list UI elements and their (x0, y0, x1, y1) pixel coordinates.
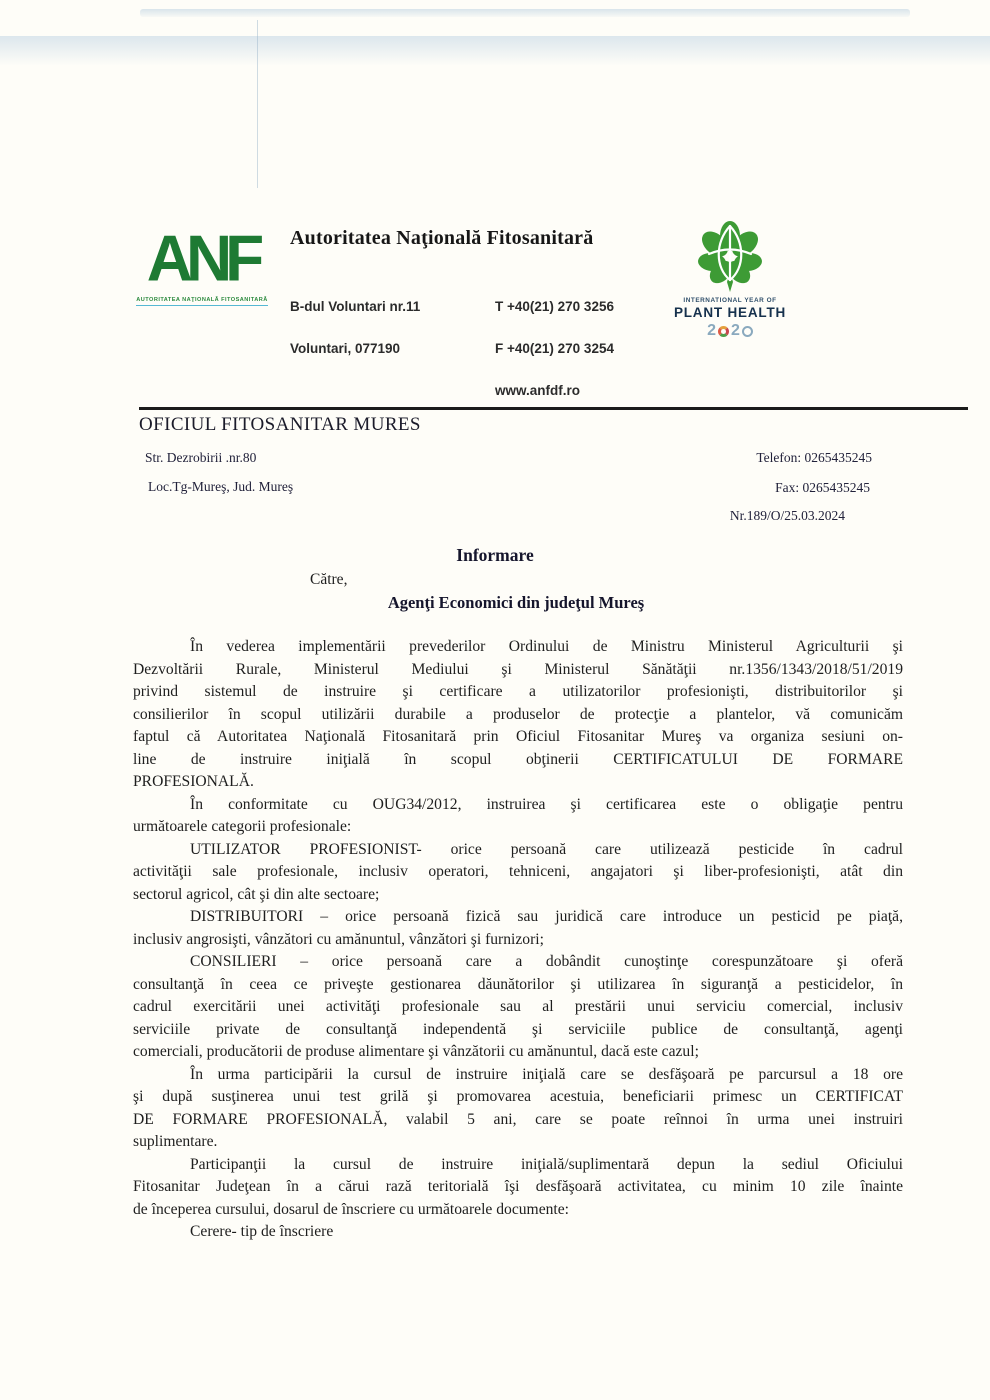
paragraph-line: sectorul agricol, cât şi din alte sectoare; (133, 885, 380, 903)
paragraph-line: faptul că Autoritatea Naţională Fitosanitară prin Oficiul Fitosanitar Mureş va organiza sesiuni on- (133, 728, 903, 745)
paragraph-line: consilierilor în scopul utilizării durabile a produselor de protecţie a plantelor, vă comunicăm (133, 705, 903, 723)
paragraph-line: comerciali, producătorii de produse alimentare şi vânzătorii cu amănuntul, dacă este cazul; (133, 1043, 699, 1060)
office-address-line1: Str. Dezrobirii .nr.80 (145, 450, 257, 465)
plant-health-2020-logo (672, 220, 788, 340)
letterhead-address-line1: B-dul Voluntari nr.11 (290, 299, 421, 314)
paragraph-line: privind sistemul de instruire şi certificare a utilizatorilor profesionişti, distribuitorilor şi (133, 683, 903, 700)
paragraph-line: PROFESIONALĂ. (133, 773, 254, 790)
zero-ring-icon (742, 326, 753, 337)
document-title: Informare (456, 545, 534, 565)
letterhead-address-line2: Voluntari, 077190 (290, 341, 401, 356)
paragraph-line: DISTRIBUITORI – orice persoană fizică sau juridică care introduce un pesticid pe piaţă, (190, 908, 903, 925)
salutation: Către, (310, 571, 348, 588)
anf-logo-letters: ANF (146, 221, 258, 295)
paragraph (133, 906, 903, 951)
paragraph-line: suplimentare. (133, 1133, 218, 1150)
office-name: OFICIUL FITOSANITAR MURES (139, 414, 421, 435)
org-title: Autoritatea Naţională Fitosanitară (290, 227, 594, 249)
paragraph-line: următoarele categorii profesionale: (133, 818, 352, 835)
recipient: Agenţi Economici din judeţul Mureş (387, 593, 645, 612)
scan-artifact-line (257, 20, 258, 188)
paragraph-line: cadrul exercitării unei activităţi profesionale sau al prestării unui serviciu comercial, inclusiv (133, 998, 903, 1015)
paragraph-line: serviciile private de consultanţă independentă şi serviciile publice de consultanţă, agenţi (133, 1020, 903, 1038)
paragraph-line: inclusiv angrosişti, vânzători cu amănuntul, vânzători şi furnizori; (133, 930, 544, 948)
office-fax: Fax: 0265435245 (775, 480, 870, 495)
paragraph-line: şi după susţinerea unui test grilă şi promovarea acestuia, beneficiarii primesc un CERTIFICAT (133, 1088, 903, 1105)
paragraph-line: Dezvoltării Rurale, Ministerul Mediului şi Ministerul Sănătăţii nr.1356/1343/2018/51/2019 (133, 660, 903, 678)
paragraph-line: DE FORMARE PROFESIONALĂ, valabil 5 ani, care se poate reînnoi în urma unei instruiri (133, 1110, 903, 1128)
paragraph (133, 1064, 903, 1154)
paragraph-line: În conformitate cu OUG34/2012, instruirea şi certificarea este o obligaţie pentru (190, 795, 903, 813)
anf-logo-subtext: AUTORITATEA NAŢIONALĂ FITOSANITARĂ (136, 297, 267, 306)
paragraph-line: UTILIZATOR PROFESIONIST- orice persoană care utilizează pesticide în cadrul (190, 840, 903, 858)
paragraph-line: activităţii sale profesionale, inclusiv operatori, tehniceni, angajatori şi liber-profesionişti, atât din (133, 863, 903, 880)
paragraph (133, 1154, 903, 1222)
letterhead-fax: F +40(21) 270 3254 (495, 341, 614, 356)
anf-logo (133, 221, 271, 306)
year-digit: 2 (731, 322, 740, 339)
paragraph-line: Cerere- tip de înscriere (190, 1223, 334, 1240)
iyph-year-2020 (672, 322, 788, 340)
leaf-globe-icon (695, 220, 765, 294)
paragraph-line: consultanţă în ceea ce priveşte gestionarea dăunătorilor şi utilizarea în siguranţă a pesticidelor, în (133, 975, 903, 993)
paragraph-line: Participanţii la cursul de instruire iniţială/suplimentară depun la sediul Oficiului (190, 1155, 903, 1173)
paragraph-line: de începerea cursului, dosarul de înscriere cu următoarele documente: (133, 1200, 569, 1218)
year-digit: 2 (707, 322, 716, 339)
paragraph (133, 794, 903, 839)
letterhead-address (290, 275, 420, 380)
office-telefon: Telefon: 0265435245 (756, 450, 872, 465)
paragraph (133, 1221, 903, 1244)
paragraph (133, 951, 903, 1064)
paragraph-line: line de instruire iniţială în scopul obţinerii CERTIFICATULUI DE FORMARE (133, 750, 903, 768)
letter-body (133, 636, 903, 1244)
iyph-line2: PLANT HEALTH (673, 305, 787, 320)
paragraph (133, 636, 903, 794)
letterhead-contacts (495, 275, 614, 422)
iyph-line1: INTERNATIONAL YEAR OF (683, 297, 777, 304)
sdg-ring-icon (718, 326, 729, 337)
letterhead-phone: T +40(21) 270 3256 (495, 299, 614, 314)
horizontal-rule (139, 407, 968, 410)
paragraph-line: În vederea implementării prevederilor Ordinului de Ministru Ministerul Agriculturii şi (190, 638, 903, 655)
office-address-line2: Loc.Tg-Mureş, Jud. Mureş (148, 479, 294, 494)
paragraph-line: În urma participării la cursul de instruire iniţială care se desfăşoară pe parcursul a 18 ore (190, 1065, 903, 1083)
document-ref-number: Nr.189/O/25.03.2024 (729, 508, 845, 523)
paragraph-line: Fitosanitar Judeţean în a cărui rază teritorială îşi desfăşoară activitatea, cu minim 10 zile înainte (133, 1178, 903, 1195)
scan-artifact-band (0, 36, 990, 66)
paragraph-line: CONSILIERI – orice persoană care a dobândit cunoştinţe corespunzătoare şi oferă (190, 953, 903, 970)
letterhead-website: www.anfdf.ro (495, 383, 580, 398)
paragraph (133, 839, 903, 907)
scan-artifact-band (140, 9, 910, 17)
